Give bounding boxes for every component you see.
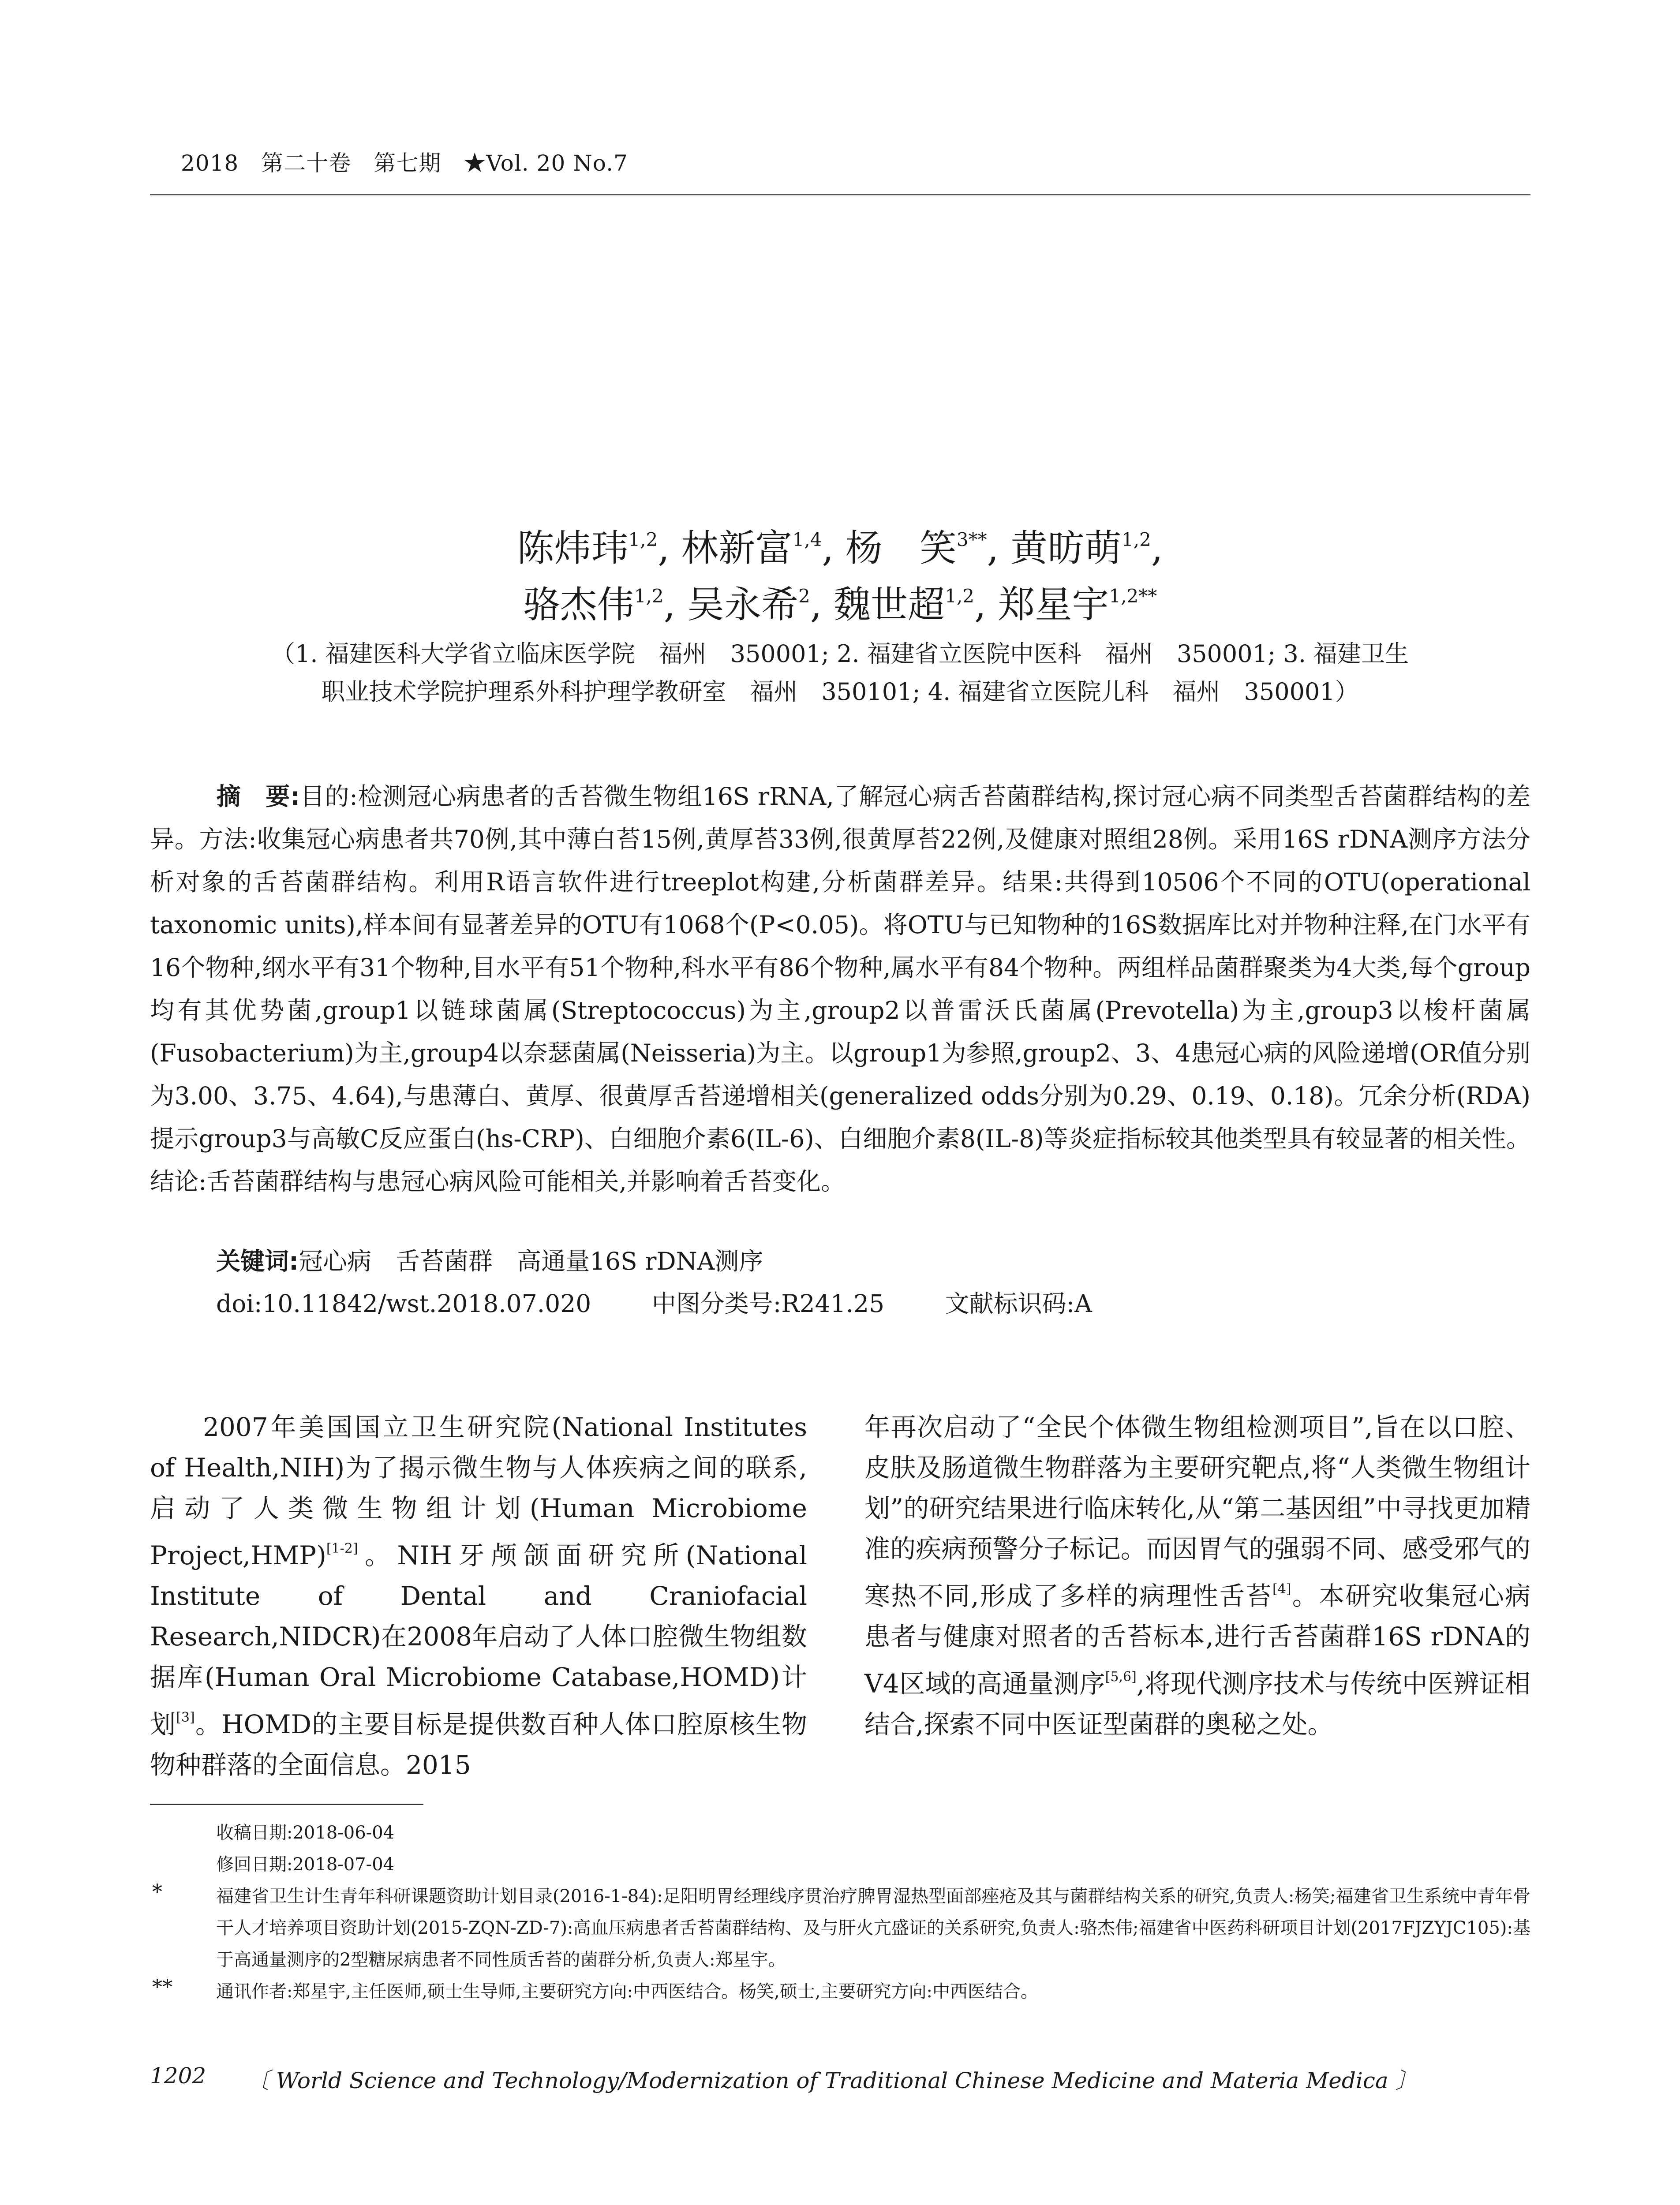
classification-number: 中图分类号:R241.25 (651, 1289, 885, 1318)
corresponding-author-footnote: 通讯作者:郑星宇,主任医师,硕士生导师,主要研究方向:中西医结合。杨笑,硕士,主要研究方向:中西医结合。 (216, 1981, 1039, 2002)
citation: [1-2] (326, 1541, 358, 1556)
body-text: ,将现代测序技术与传统中医辨证相结合,探索不同中医证型菌群的奥秘之处。 (864, 1669, 1530, 1739)
author-line-2 (0, 568, 1680, 633)
body-text: 2007年美国国立卫生研究院(National Institutes of Health,NIH)为了揭示微生物与人体疾病之间的联系,启动了人类微生物组计划(Human Microbiome Project,HMP) (150, 1412, 807, 1570)
affiliation-line-1: （1. 福建医科大学省立临床医学院 福州 350001; 2. 福建省立医院中医科 福州 350001; 3. 福建卫生 (271, 640, 1409, 668)
journal-name-footer: 〔 World Science and Technology/Modernization of Traditional Chinese Medicine and Materia Medica 〕 (247, 2068, 1418, 2093)
corresponding-footnote-mark: ** (152, 1975, 172, 1999)
author-name: 郑星宇 (998, 583, 1109, 626)
author-name: 陈炜玮 (517, 527, 629, 570)
citation: [3] (176, 1710, 195, 1725)
author-affil-sup: 1,2 (628, 529, 658, 550)
document-code: 文献标识码:A (945, 1289, 1092, 1318)
author-separator: , (974, 583, 998, 626)
running-header: 2018 第二十卷 第七期 ★Vol. 20 No.7 (181, 150, 628, 176)
keywords-text: 冠心病 舌苔菌群 高通量16S rDNA测序 (299, 1247, 763, 1275)
author-line-1 (0, 512, 1680, 576)
page-number: 1202 (150, 2063, 206, 2089)
body-column-left (150, 1407, 807, 1785)
body-column-right (864, 1407, 1530, 1745)
body-text: 。HOMD的主要目标是提供数百种人体口腔原核生物物种群落的全面信息。2015 (150, 1709, 807, 1780)
revised-date: 修回日期:2018-07-04 (216, 1854, 395, 1875)
author-name: 魏世超 (834, 583, 945, 626)
author-affil-sup: 1,4 (792, 529, 822, 550)
fund-footnote: 福建省卫生计生青年科研课题资助计划目录(2016-1-84):足阳明胃经理线序贯治疗脾胃湿热型面部痤疮及其与菌群结构关系的研究,负责人:杨笑;福建省卫生系统中青年骨干人才培养项目资助计划(2015-ZQN-ZD-7):高血压病患者舌苔菌群结构、及与肝火亢盛证的关系研究,负责人:骆杰伟;福建省中医药科研项目计划(2017FJZYJC105):基于高通量测序的2型糖尿病患者不同性质舌苔的菌群分析,负责人:郑星宇。 (216, 1886, 1530, 1970)
author-name: 吴永希 (687, 583, 799, 626)
author-separator: , (810, 583, 834, 626)
author-affil-sup: 1,2 (634, 585, 664, 607)
fund-footnote-mark: * (152, 1880, 162, 1903)
body-text: 年再次启动了“全民个体微生物组检测项目”,旨在以口腔、皮肤及肠道微生物群落为主要研究靶点,将“人类微生物组计划”的研究结果进行临床转化,从“第二基因组”中寻找更加精准的疾病预警分子标记。而因胃气的强弱不同、感受邪气的寒热不同,形成了多样的病理性舌苔 (864, 1412, 1530, 1611)
body-text: 。NIH牙颅颌面研究所(National Institute of Dental and Craniofacial Research,NIDCR)在2008年启动了人体口腔微生物组数据库(Human Oral Microbiome Catabase,HOMD)计划 (150, 1540, 807, 1739)
author-separator: , (1151, 527, 1163, 570)
received-date: 收稿日期:2018-06-04 (216, 1823, 395, 1843)
author-separator: , (987, 527, 1011, 570)
citation: [5,6] (1105, 1669, 1137, 1685)
author-separator: , (663, 583, 688, 626)
doi-line (216, 1282, 1145, 1325)
author-separator: , (822, 527, 846, 570)
abstract-text: 目的:检测冠心病患者的舌苔微生物组16S rRNA,了解冠心病舌苔菌群结构,探讨冠心病不同类型舌苔菌群结构的差异。方法:收集冠心病患者共70例,其中薄白苔15例,黄厚苔33例,很黄厚苔22例,及健康对照组28例。采用16S rDNA测序方法分析对象的舌苔菌群结构。利用R语言软件进行treeplot构建,分析菌群差异。结果:共得到10506个不同的OTU(operational taxonomic units),样本间有显著差异的OTU有1068个(P<0.05)。将OTU与已知物种的16S数据库比对并物种注释,在门水平有16个物种,纲水平有31个物种,目水平有51个物种,科水平有86个物种,属水平有84个物种。两组样品菌群聚类为4大类,每个group均有其优势菌,group1以链球菌属(Streptococcus)为主,group2以普雷沃氏菌属(Prevotella)为主,group3以梭杆菌属(Fusobacterium)为主,group4以奈瑟菌属(Neisseria)为主。以group1为参照,group2、3、4患冠心病的风险递增(OR值分别为3.00、3.75、4.64),与患薄白、黄厚、很黄厚舌苔递增相关(generalized odds分别为0.29、0.19、0.18)。冗余分析(RDA)提示group3与高敏C反应蛋白(hs-CRP)、白细胞介素6(IL-6)、白细胞介素8(IL-8)等炎症指标较其他类型具有较显著的相关性。结论:舌苔菌群结构与患冠心病风险可能相关,并影响着舌苔变化。 (150, 782, 1531, 1196)
author-name: 黄昉萌 (1010, 527, 1122, 570)
keywords-label: 关键词: (216, 1247, 299, 1275)
abstract (150, 775, 1530, 1203)
author-affil-sup: 3** (956, 529, 987, 550)
author-name: 骆杰伟 (523, 583, 634, 626)
author-name: 林新富 (681, 527, 793, 570)
affiliation-line-2: 职业技术学院护理系外科护理学教研室 福州 350101; 4. 福建省立医院儿科 福州 350001） (321, 678, 1359, 706)
doi: doi:10.11842/wst.2018.07.020 (216, 1289, 591, 1318)
keywords (216, 1240, 763, 1283)
abstract-label: 摘 要: (216, 782, 300, 811)
footnote-divider (150, 1804, 423, 1805)
author-separator: , (658, 527, 681, 570)
body-text: 。本研究收集冠心病患者与健康对照者的舌苔标本,进行舌苔菌群16S rDNA的V4区域的高通量测序 (864, 1581, 1530, 1699)
citation: [4] (1272, 1581, 1291, 1597)
header-divider (150, 194, 1530, 195)
author-affil-sup: 1,2 (945, 585, 974, 607)
author-affil-sup: 1,2** (1109, 585, 1157, 607)
author-name: 杨 笑 (845, 527, 957, 570)
author-affil-sup: 2 (798, 585, 810, 607)
author-affil-sup: 1,2 (1122, 529, 1151, 550)
